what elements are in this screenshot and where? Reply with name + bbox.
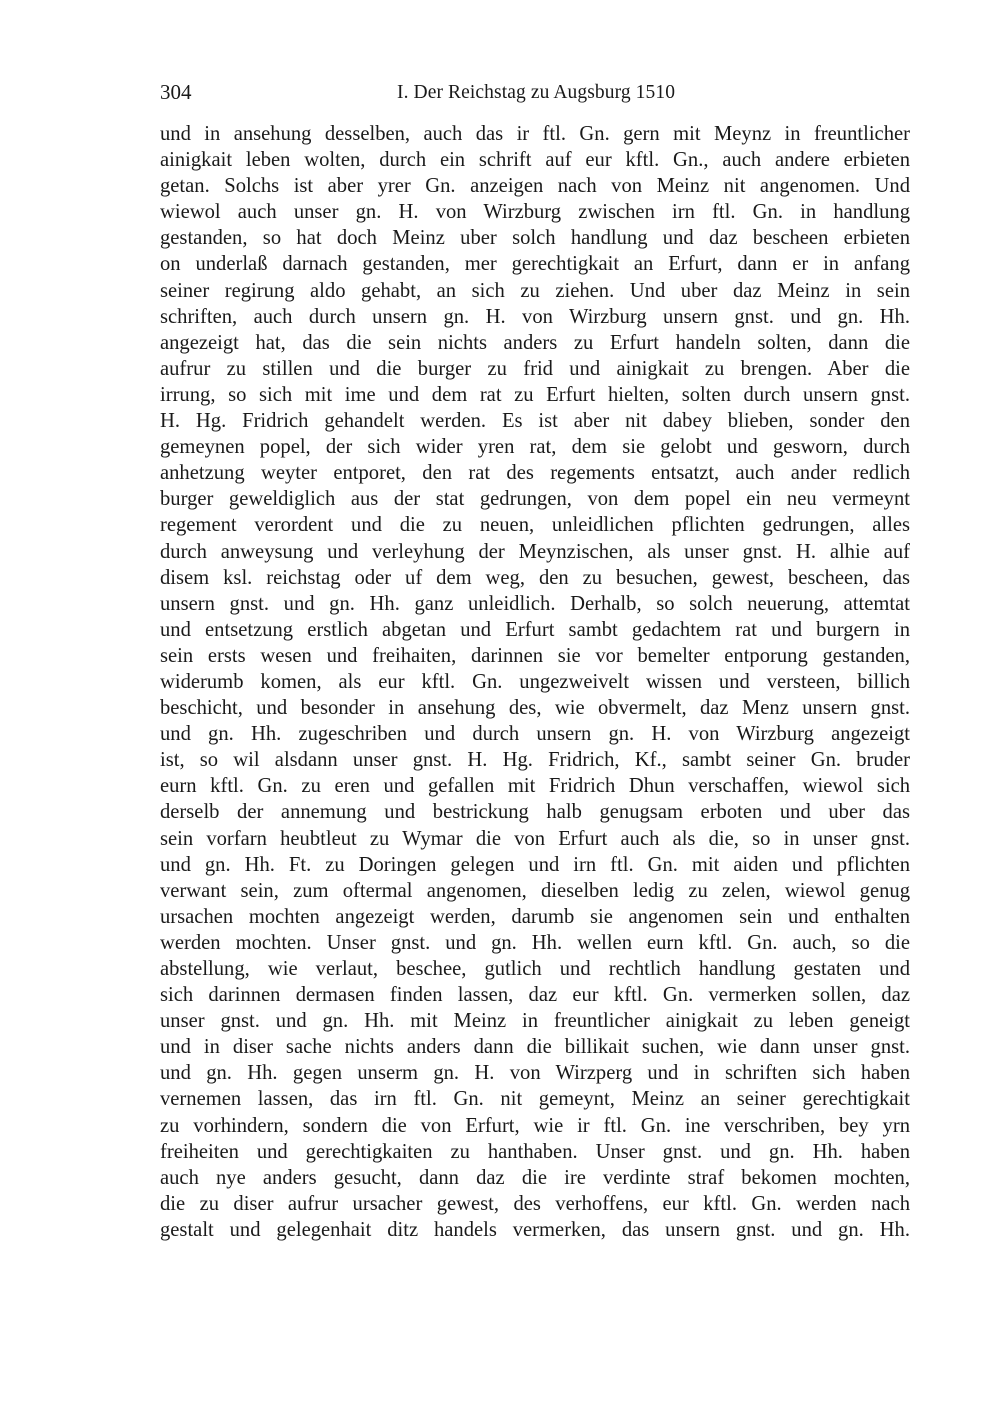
text-line: zu vorhindern, sondern die von Erfurt, wie ir ftl. Gn. ine verschriben, bey yrn [160, 1114, 910, 1137]
text-line: verwant sein, zum oftermal angenomen, dieselben ledig zu zelen, wiewol genug [160, 879, 910, 902]
text-line: die zu diser aufrur ursacher gewest, des verhoffens, eur kftl. Gn. werden nach [160, 1192, 910, 1215]
text-line: ursachen mochten angezeigt werden, darumb sie angenomen sein und enthalten [160, 905, 910, 928]
text-line: sich darinnen dermasen finden lassen, daz eur kftl. Gn. vermerken sollen, daz [160, 984, 910, 1007]
text-line: disem ksl. reichstag oder uf dem weg, den zu besuchen, gewest, bescheen, das [160, 566, 910, 589]
text-line: und gn. Hh. Ft. zu Doringen gelegen und irn ftl. Gn. mit aiden und pflichten [160, 853, 910, 876]
text-line: unsern gnst. und gn. Hh. ganz unleidlich. Derhalb, so solch neuerung, attemtat [160, 592, 910, 615]
text-line: durch anweysung und verleyhung der Meynzischen, als unser gnst. H. alhie auf [160, 540, 910, 563]
text-line: eurn kftl. Gn. zu eren und gefallen mit Fridrich Dhun verschaffen, wiewol sich [160, 775, 910, 798]
text-line: H. Hg. Fridrich gehandelt werden. Es ist aber nit dabey blieben, sonder den [160, 410, 910, 433]
text-line: freiheiten und gerechtigkaiten zu hanthaben. Unser gnst. und gn. Hh. haben [160, 1140, 910, 1163]
page-number: 304 [160, 80, 192, 104]
text-line: werden mochten. Unser gnst. und gn. Hh. wellen eurn kftl. Gn. auch, so die [160, 931, 910, 954]
text-line: getan. Solchs ist aber yrer Gn. anzeigen nach von Meinz nit angenomen. Und [160, 175, 910, 198]
text-line: unser gnst. und gn. Hh. mit Meinz in freuntlicher ainigkait zu leben geneigt [160, 1010, 910, 1033]
text-line: und in ansehung desselben, auch das ir ftl. Gn. gern mit Meynz in freuntlicher [160, 123, 910, 145]
text-line: und in diser sache nichts anders dann die billikait suchen, wie dann unser gnst. [160, 1036, 910, 1059]
text-line: regement verordent und die zu neuen, unleidlichen pflichten gedrungen, alles [160, 514, 910, 537]
text-line: anhetzung weyter entporet, den rat des regements entsatzt, auch ander redlich [160, 462, 910, 485]
text-line: wiewol auch unser gn. H. von Wirzburg zwischen irn ftl. Gn. in handlung [160, 201, 910, 224]
running-title: I. Der Reichstag zu Augsburg 1510 [397, 82, 676, 103]
text-line: widerumb komen, als eur kftl. Gn. ungezweivelt wissen und versteen, billich [160, 670, 910, 693]
text-line: und gn. Hh. gegen unserm gn. H. von Wirzperg und in schriften sich haben [160, 1062, 910, 1085]
page-header [160, 76, 910, 112]
text-line: aufrur zu stillen und die burger zu frid und ainigkait zu brengen. Aber die [160, 357, 910, 380]
text-line: vernemen lassen, das irn ftl. Gn. nit gemeynt, Meinz an seiner gerechtigkait [160, 1088, 910, 1111]
text-line: gestalt und gelegenhait ditz handels vermerken, das unsern gnst. und gn. Hh. [160, 1218, 910, 1241]
text-line: und gn. Hh. zugeschriben und durch unsern gn. H. von Wirzburg angezeigt [160, 723, 910, 746]
text-line: abstellung, wie verlaut, beschee, gutlich und rechtlich handlung gestaten und [160, 958, 910, 980]
text-line: sein ersts wesen und freihaiten, darinnen sie vor bemelter entporung gestanden, [160, 644, 910, 667]
body-text [160, 121, 910, 1243]
text-line: on underlaß darnach gestanden, mer gerechtigkait an Erfurt, dann er in anfang [160, 253, 910, 276]
text-line: ist, so wil alsdann unser gnst. H. Hg. Fridrich, Kf., sambt seiner Gn. bruder [160, 749, 910, 772]
text-line: gemeynen popel, der sich wider yren rat, dem sie gelobt und gesworn, durch [160, 436, 910, 459]
document-page [160, 76, 910, 1243]
text-line: burger geweldiglich aus der stat gedrungen, von dem popel ein neu vermeynt [160, 488, 910, 511]
text-line: irrung, so sich mit ime und dem rat zu Erfurt hielten, solten durch unsern gnst. [160, 383, 910, 406]
text-line: schriften, auch durch unsern gn. H. von Wirzburg unsern gnst. und gn. Hh. [160, 305, 910, 328]
text-line: ainigkait leben wolten, durch ein schrift auf eur kftl. Gn., auch andere erbieten [160, 149, 910, 172]
text-line: sein vorfarn heubtleut zu Wymar die von Erfurt auch als die, so in unser gnst. [160, 827, 910, 850]
text-line: beschicht, und besonder in ansehung des, wie obvermelt, daz Menz unsern gnst. [160, 697, 910, 720]
text-line: gestanden, so hat doch Meinz uber solch handlung und daz bescheen erbieten [160, 227, 910, 250]
text-line: angezeigt hat, das die sein nichts anders zu Erfurt handeln solten, dann die [160, 331, 910, 354]
text-line: auch nye anders gesucht, dann daz die ire verdinte straf bekomen mochten, [160, 1166, 910, 1189]
text-line: seiner regirung aldo gehabt, an sich zu ziehen. Und uber daz Meinz in sein [160, 279, 910, 302]
text-line: derselb der annemung und bestrickung halb genugsam erboten und uber das [160, 801, 910, 824]
text-line: und entsetzung erstlich abgetan und Erfurt sambt gedachtem rat und burgern in [160, 618, 910, 641]
